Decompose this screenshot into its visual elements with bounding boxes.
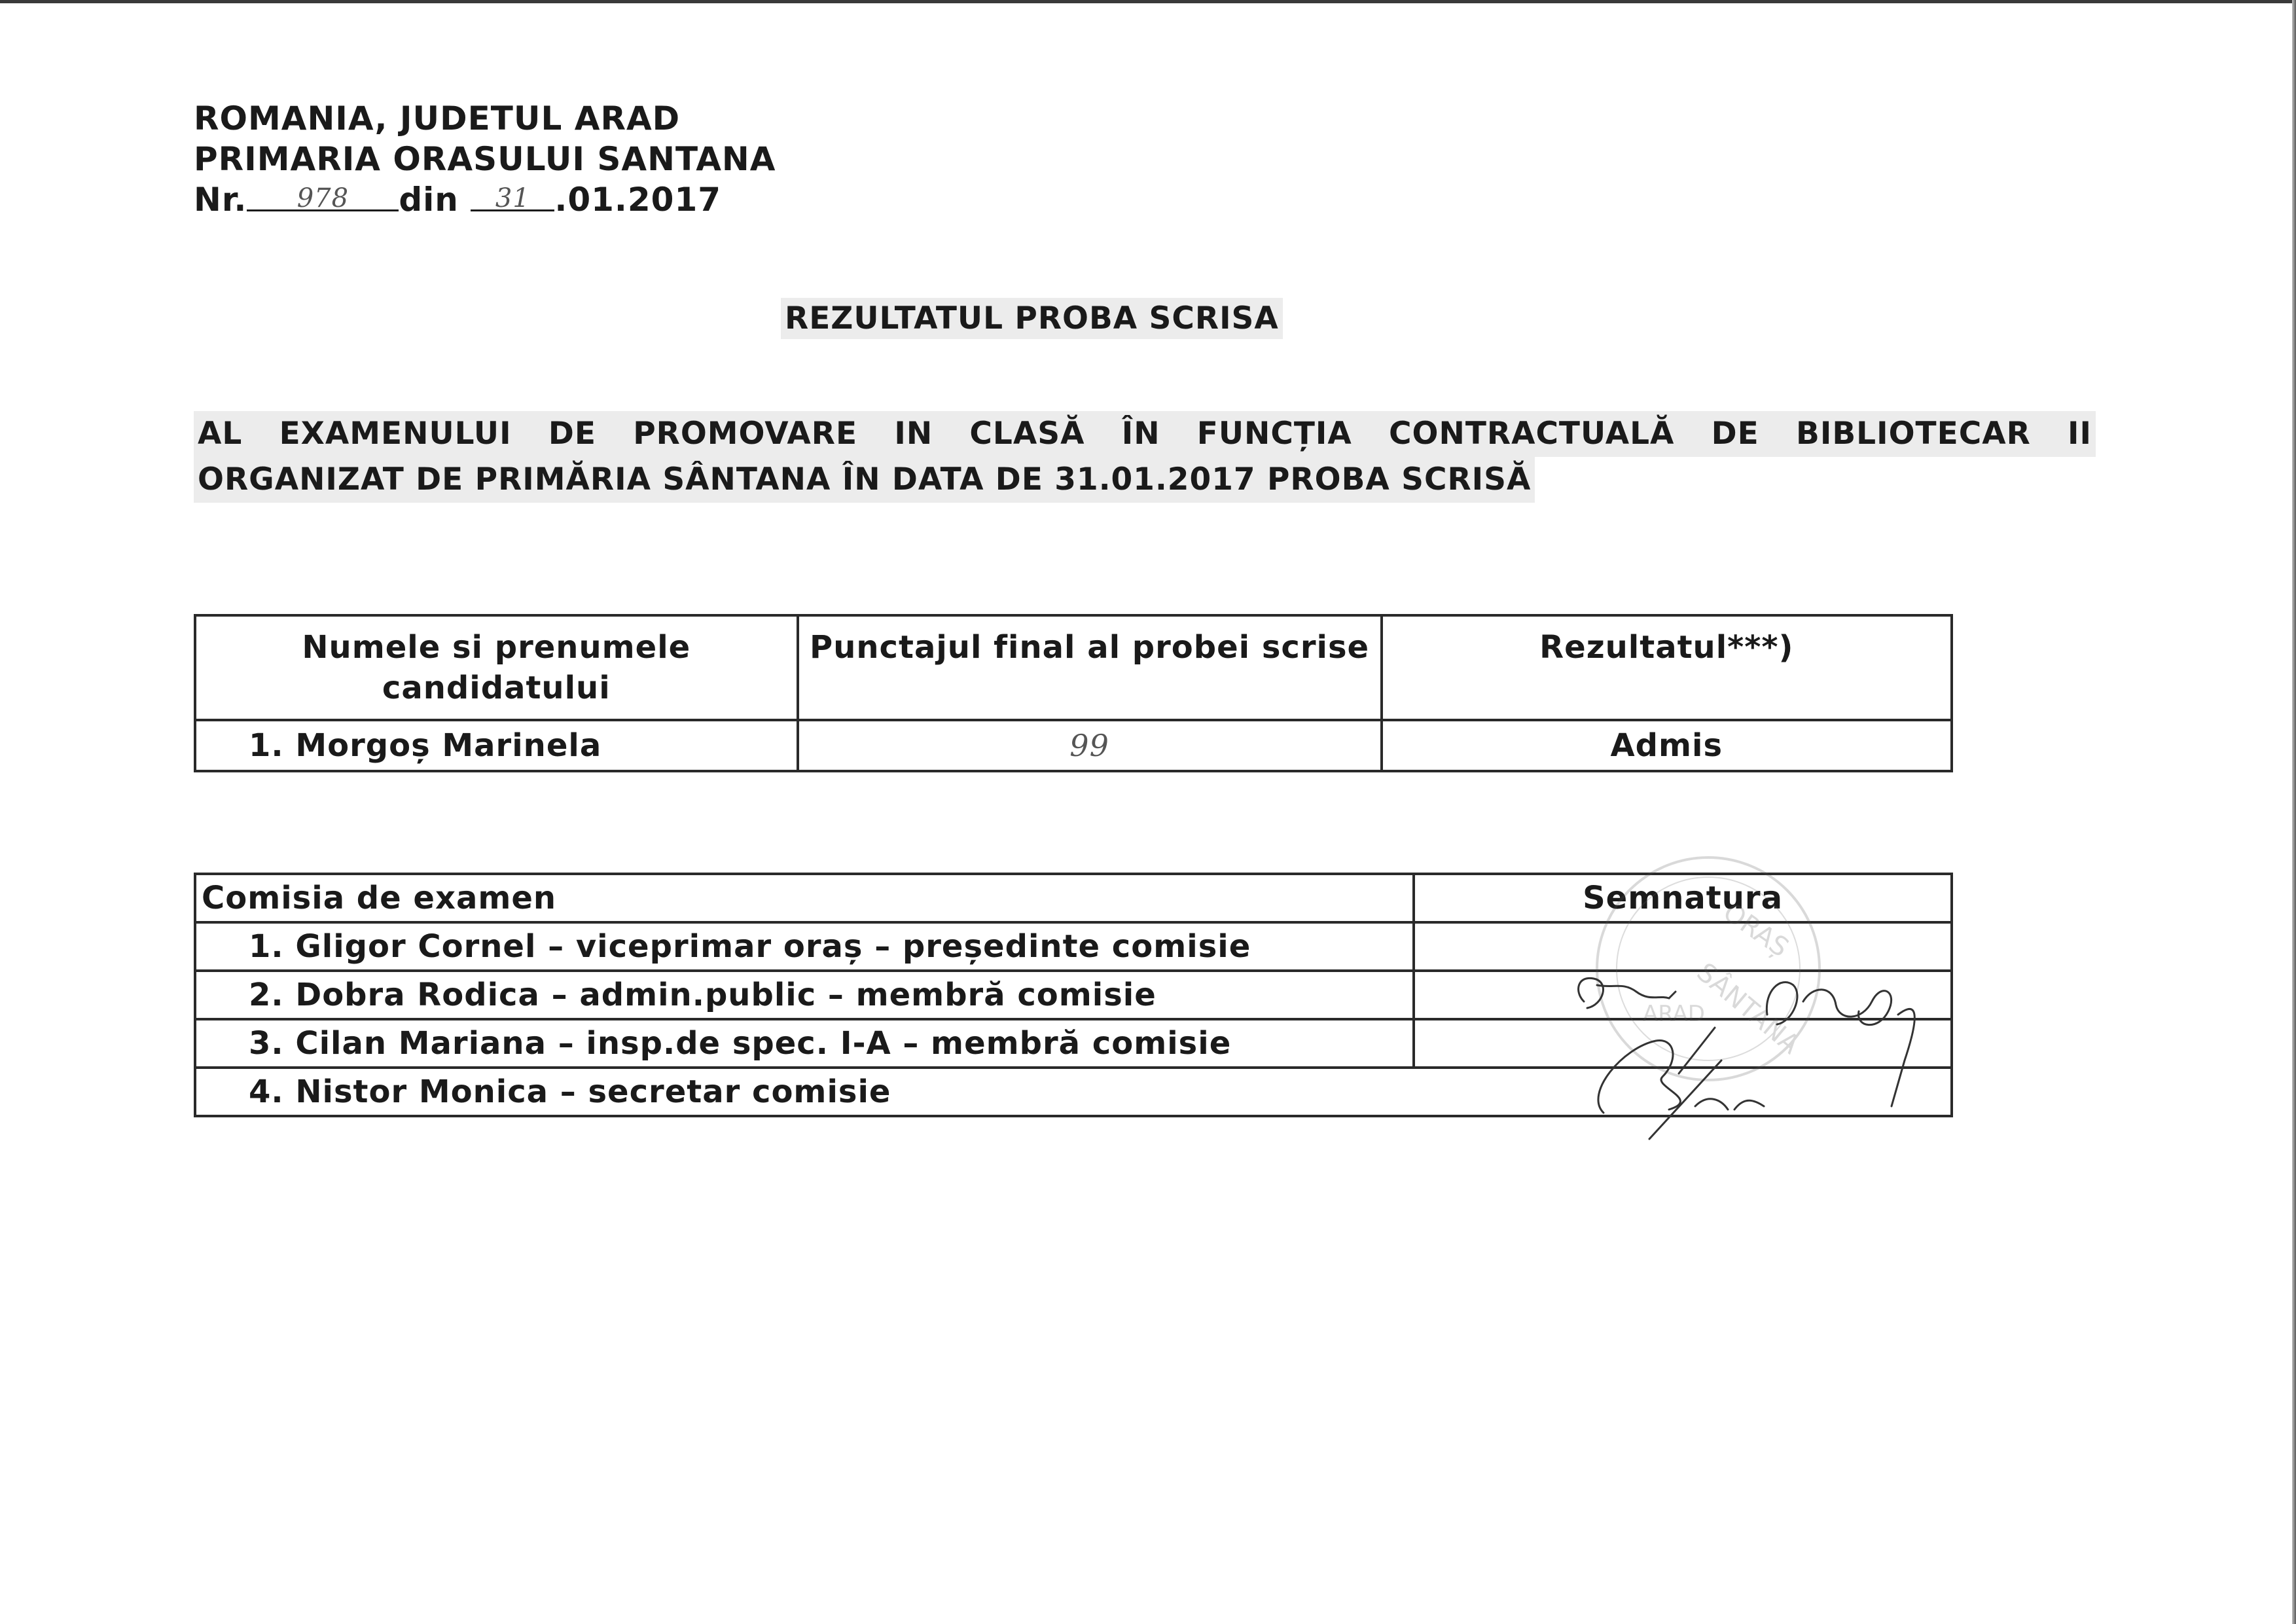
scan-edge-top bbox=[0, 0, 2296, 3]
header-result: Rezultatul***) bbox=[1382, 615, 1952, 720]
committee-member-4: 4. Nistor Monica – secretar comisie bbox=[195, 1068, 1952, 1116]
stamp-seal-icon bbox=[1597, 857, 1820, 1080]
header-final-score: Punctajul final al probei scrise bbox=[798, 615, 1382, 720]
committee-header-label: Comisia de examen bbox=[195, 874, 1414, 922]
committee-member-3: 3. Cilan Mariana – insp.de spec. I-A – membră comisie bbox=[195, 1019, 1414, 1068]
results-table bbox=[194, 614, 1953, 772]
document-header bbox=[194, 98, 776, 220]
day-handwritten-value: 31 bbox=[495, 183, 530, 213]
subtitle-line-2: ORGANIZAT DE PRIMĂRIA SÂNTANA ÎN DATA DE 31.01.2017 PROBA SCRISĂ bbox=[194, 457, 1535, 503]
subtitle-line-1: AL EXAMENULUI DE PROMOVARE IN CLASĂ ÎN FUNCȚIA CONTRACTUALĂ DE BIBLIOTECAR II bbox=[194, 411, 2096, 457]
candidate-score-cell: 99 bbox=[798, 720, 1382, 771]
document-subtitle bbox=[194, 411, 2096, 503]
nr-handwritten-value: 978 bbox=[296, 183, 350, 213]
nr-blank bbox=[247, 179, 399, 211]
header-candidate-name: Numele si prenumele candidatului bbox=[195, 615, 798, 720]
document-title: REZULTATUL PROBA SCRISA bbox=[781, 298, 1283, 339]
signature-header-label: Semnatura bbox=[1414, 874, 1952, 922]
header-town-hall: PRIMARIA ORASULUI SANTANA bbox=[194, 140, 776, 178]
date-suffix: .01.2017 bbox=[554, 181, 722, 219]
din-label: din bbox=[399, 181, 459, 219]
scan-edge-right bbox=[2292, 0, 2296, 1624]
svg-text:ORAȘ: ORAȘ bbox=[1717, 897, 1795, 964]
table-row bbox=[195, 720, 1952, 771]
header-registration bbox=[194, 179, 776, 220]
nr-label: Nr. bbox=[194, 181, 247, 219]
candidate-result-cell: Admis bbox=[1382, 720, 1952, 771]
svg-text:SÂNTANA: SÂNTANA bbox=[1691, 957, 1806, 1060]
candidate-name-cell: 1. Morgoș Marinela bbox=[195, 720, 798, 771]
stamp-and-signatures bbox=[1505, 851, 1964, 1152]
committee-member-1: 1. Gligor Cornel – viceprimar oraș – președinte comisie bbox=[195, 922, 1414, 971]
svg-text:ARAD: ARAD bbox=[1643, 1001, 1705, 1027]
header-county: ROMANIA, JUDETUL ARAD bbox=[194, 99, 681, 137]
committee-member-2: 2. Dobra Rodica – admin.public – membră comisie bbox=[195, 971, 1414, 1019]
results-header-row bbox=[195, 615, 1952, 720]
day-blank bbox=[471, 179, 554, 211]
